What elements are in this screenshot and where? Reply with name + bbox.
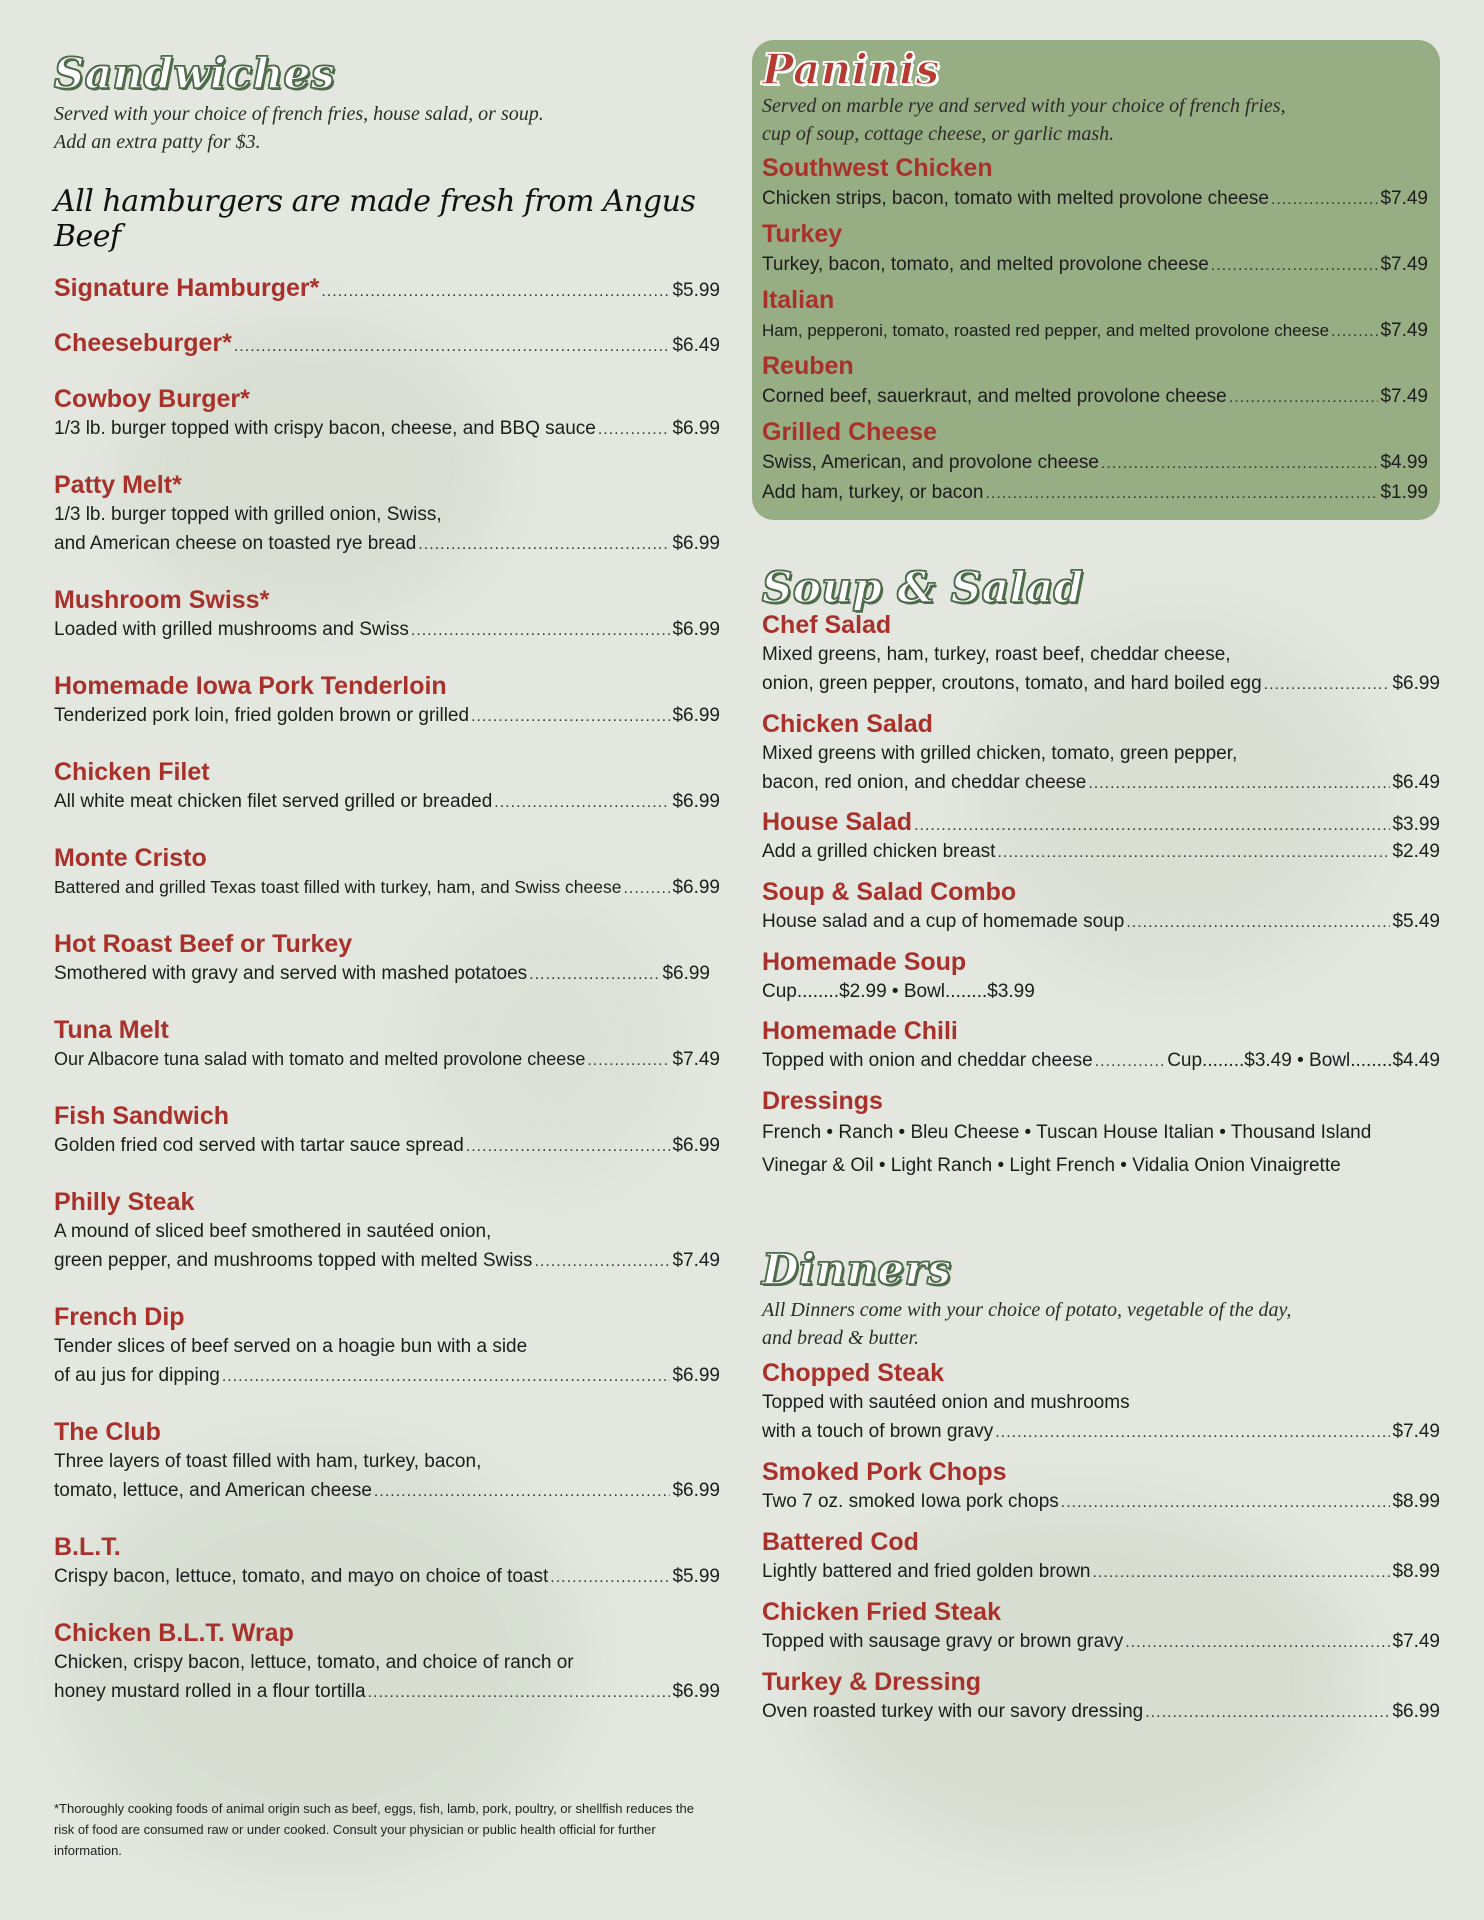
item-price: $6.99 xyxy=(1392,1701,1440,1723)
sandwiches-subtitle: Served with your choice of french fries, house salad, or soup. Add an extra patty for $3. xyxy=(54,103,544,154)
menu-item xyxy=(762,709,1440,798)
item-price: $6.99 xyxy=(672,791,720,813)
dot-leader xyxy=(1093,1557,1391,1587)
item-description: Two 7 oz. smoked Iowa pork chops xyxy=(762,1491,1059,1513)
dressings xyxy=(762,1086,1440,1182)
item-price: $6.49 xyxy=(672,335,720,357)
item-price: $6.99 xyxy=(672,533,720,555)
item-price: $7.49 xyxy=(1380,188,1428,210)
dot-leader xyxy=(1331,316,1378,346)
item-description: Topped with sautéed onion and mushrooms xyxy=(762,1392,1130,1414)
item-price: $1.99 xyxy=(1380,482,1428,504)
menu-item xyxy=(762,1667,1440,1727)
menu-item xyxy=(54,1302,720,1391)
paninis-subtitle: Served on marble rye and served with your choice of french fries, cup of soup, cottage cheese, or garlic mash. xyxy=(762,95,1286,146)
item-description: A mound of sliced beef smothered in sautéed onion, xyxy=(54,1221,492,1243)
dot-leader xyxy=(234,338,671,356)
item-price: $2.49 xyxy=(1392,841,1440,863)
menu-item xyxy=(54,1618,720,1707)
item-name: Philly Steak xyxy=(54,1188,195,1217)
dot-leader xyxy=(494,787,670,817)
item-price: $6.99 xyxy=(672,418,720,440)
menu-item xyxy=(54,1532,720,1592)
dot-leader xyxy=(368,1677,671,1707)
soup-salad-title: Soup & Salad xyxy=(762,563,1084,613)
menu-item xyxy=(54,1187,720,1276)
menu-item xyxy=(54,1417,720,1506)
dot-leader xyxy=(997,837,1390,867)
item-description: with a touch of brown gravy xyxy=(762,1421,994,1443)
item-name: Grilled Cheese xyxy=(762,418,938,447)
item-price: $6.99 xyxy=(672,877,720,899)
item-price: $8.99 xyxy=(1392,1561,1440,1583)
item-description: Mixed greens, ham, turkey, roast beef, cheddar cheese, xyxy=(762,644,1231,666)
dot-leader xyxy=(374,1476,671,1506)
item-name: Monte Cristo xyxy=(54,844,207,873)
item-name: Smoked Pork Chops xyxy=(762,1458,1007,1487)
menu-item xyxy=(762,1527,1440,1587)
item-price: $5.99 xyxy=(672,1566,720,1588)
item-price: $7.49 xyxy=(672,1250,720,1272)
item-price: $4.99 xyxy=(1380,452,1428,474)
item-description: House salad and a cup of homemade soup xyxy=(762,911,1125,933)
item-name: Chicken B.L.T. Wrap xyxy=(54,1619,294,1648)
dot-leader xyxy=(1264,669,1391,699)
menu-item xyxy=(54,929,720,989)
menu-item xyxy=(54,470,720,559)
menu-item xyxy=(54,585,720,645)
item-name: Reuben xyxy=(762,352,854,381)
menu-item xyxy=(762,284,1428,346)
item-price: $6.99 xyxy=(1392,673,1440,695)
item-description: Corned beef, sauerkraut, and melted provolone cheese xyxy=(762,386,1227,408)
dot-leader xyxy=(529,959,660,989)
item-description: Oven roasted turkey with our savory dressing xyxy=(762,1701,1144,1723)
dinners-section xyxy=(752,1245,1440,1727)
item-name: Patty Melt* xyxy=(54,471,182,500)
item-description: Battered and grilled Texas toast filled with turkey, ham, and Swiss cheese xyxy=(54,877,622,898)
dot-leader xyxy=(598,414,671,444)
dot-leader xyxy=(1095,1046,1166,1076)
item-description: Tenderized pork loin, fried golden brown or grilled xyxy=(54,705,470,727)
dot-leader xyxy=(1088,768,1390,798)
dressings-list: French • Ranch • Bleu Cheese • Tuscan House Italian • Thousand Island xyxy=(762,1122,1372,1144)
item-description: honey mustard rolled in a flour tortilla xyxy=(54,1681,366,1703)
dinners-title: Dinners xyxy=(762,1245,952,1295)
menu-item xyxy=(762,350,1428,412)
item-name: House Salad xyxy=(762,808,913,837)
dot-leader xyxy=(995,1417,1390,1447)
menu-item xyxy=(54,329,720,358)
item-description: bacon, red onion, and cheddar cheese xyxy=(762,772,1087,794)
item-price: $7.49 xyxy=(1392,1631,1440,1653)
item-description: Turkey, bacon, tomato, and melted provolone cheese xyxy=(762,254,1209,276)
dot-leader xyxy=(534,1246,670,1276)
menu-item xyxy=(762,947,1440,1006)
soup-salad-section xyxy=(752,563,1440,1182)
item-price: $5.49 xyxy=(1392,911,1440,933)
item-name: Signature Hamburger* xyxy=(54,274,320,303)
item-name: Homemade Iowa Pork Tenderloin xyxy=(54,672,447,701)
item-description: Topped with onion and cheddar cheese xyxy=(762,1050,1093,1072)
sandwiches-section xyxy=(54,49,720,1725)
item-description: Our Albacore tuna salad with tomato and melted provolone cheese xyxy=(54,1049,586,1070)
item-description: of au jus for dipping xyxy=(54,1365,220,1387)
menu-item xyxy=(762,1597,1440,1657)
item-name: Turkey & Dressing xyxy=(762,1668,982,1697)
dot-leader xyxy=(1271,184,1379,214)
dot-leader xyxy=(1211,250,1379,280)
paninis-section xyxy=(752,40,1440,520)
menu-item xyxy=(54,274,720,303)
dot-leader xyxy=(623,873,670,903)
dot-leader xyxy=(321,283,670,301)
item-description: Chicken, crispy bacon, lettuce, tomato, and choice of ranch or xyxy=(54,1652,574,1674)
item-description: Golden fried cod served with tartar sauce spread xyxy=(54,1135,464,1157)
item-name: Italian xyxy=(762,286,835,315)
paninis-title: Paninis xyxy=(762,45,940,94)
item-name: Cowboy Burger* xyxy=(54,385,250,414)
angus-beef-tagline: All hamburgers are made fresh from Angus Beef xyxy=(54,184,696,255)
item-name: Hot Roast Beef or Turkey xyxy=(54,930,353,959)
item-price: $7.49 xyxy=(1380,320,1428,342)
item-price: $7.49 xyxy=(1380,386,1428,408)
dot-leader xyxy=(1126,907,1390,937)
dinners-subtitle: All Dinners come with your choice of potato, vegetable of the day, and bread & butter. xyxy=(762,1299,1292,1350)
menu-item xyxy=(762,416,1428,508)
item-price: $7.49 xyxy=(672,1049,720,1071)
item-description: 1/3 lb. burger topped with grilled onion, Swiss, xyxy=(54,504,442,526)
dot-leader xyxy=(1145,1697,1390,1727)
right-column xyxy=(752,40,1442,1737)
dot-leader xyxy=(466,1131,671,1161)
item-name: Chicken Fried Steak xyxy=(762,1598,1001,1627)
menu-item xyxy=(54,757,720,817)
item-description: Chicken strips, bacon, tomato with melted provolone cheese xyxy=(762,188,1269,210)
item-description: All white meat chicken filet served grilled or breaded xyxy=(54,791,493,813)
item-name: Chef Salad xyxy=(762,611,892,640)
item-description: Three layers of toast filled with ham, turkey, bacon, xyxy=(54,1451,482,1473)
dot-leader xyxy=(1229,382,1379,412)
menu-item xyxy=(762,218,1428,280)
dot-leader xyxy=(1061,1487,1391,1517)
menu-item xyxy=(54,1101,720,1161)
dot-leader xyxy=(222,1361,671,1391)
menu-item xyxy=(54,384,720,444)
item-description: green pepper, and mushrooms topped with melted Swiss xyxy=(54,1250,533,1272)
item-price: $6.99 xyxy=(672,1681,720,1703)
dot-leader xyxy=(914,817,1390,835)
dot-leader xyxy=(550,1562,670,1592)
item-name: Chicken Salad xyxy=(762,710,933,739)
item-price: $3.99 xyxy=(1392,814,1440,836)
item-description: onion, green pepper, croutons, tomato, and hard boiled egg xyxy=(762,673,1262,695)
item-price: $6.99 xyxy=(662,963,710,985)
food-safety-footnote: *Thoroughly cooking foods of animal origin such as beef, eggs, fish, lamb, pork, poultry, or shellfish reduces the risk of food are consumed raw or under cooked. Consult your physician or public health official for further information. xyxy=(54,1801,694,1858)
item-price: $6.99 xyxy=(672,1365,720,1387)
item-name: Chicken Filet xyxy=(54,758,210,787)
item-description: tomato, lettuce, and American cheese xyxy=(54,1480,372,1502)
dressings-list: Vinegar & Oil • Light Ranch • Light French • Vidalia Onion Vinaigrette xyxy=(762,1155,1341,1177)
item-name: Southwest Chicken xyxy=(762,154,993,183)
dot-leader xyxy=(411,615,671,645)
item-price: $6.99 xyxy=(672,705,720,727)
dot-leader xyxy=(1125,1627,1390,1657)
item-name: Dressings xyxy=(762,1087,883,1116)
item-description: and American cheese on toasted rye bread xyxy=(54,533,417,555)
menu-item xyxy=(762,152,1428,214)
item-description: Swiss, American, and provolone cheese xyxy=(762,452,1099,474)
item-name: Battered Cod xyxy=(762,1528,919,1557)
dot-leader xyxy=(1101,448,1379,478)
menu-item xyxy=(762,610,1440,699)
item-description: Tender slices of beef served on a hoagie bun with a side xyxy=(54,1336,528,1358)
menu-item xyxy=(54,1015,720,1075)
item-description: Loaded with grilled mushrooms and Swiss xyxy=(54,619,409,641)
item-name: Homemade Chili xyxy=(762,1017,958,1046)
item-price: $7.49 xyxy=(1392,1421,1440,1443)
item-description: Smothered with gravy and served with mashed potatoes xyxy=(54,963,528,985)
item-price: $6.99 xyxy=(672,1135,720,1157)
item-price: $6.99 xyxy=(672,619,720,641)
dot-leader xyxy=(471,701,670,731)
item-name: Chopped Steak xyxy=(762,1359,944,1388)
menu-item xyxy=(54,671,720,731)
item-addon: Add a grilled chicken breast xyxy=(762,841,996,863)
item-description: Ham, pepperoni, tomato, roasted red pepper, and melted provolone cheese xyxy=(762,321,1330,341)
item-description: Topped with sausage gravy or brown gravy xyxy=(762,1631,1124,1653)
item-name: Mushroom Swiss* xyxy=(54,586,270,615)
sandwiches-title: Sandwiches xyxy=(54,49,336,98)
item-price: Cup........$2.99 • Bowl........$3.99 xyxy=(762,981,1035,1003)
item-price: $7.49 xyxy=(1380,254,1428,276)
item-name: Soup & Salad Combo xyxy=(762,878,1017,907)
item-name: B.L.T. xyxy=(54,1533,121,1562)
menu-item xyxy=(762,808,1440,867)
item-price: $5.99 xyxy=(672,280,720,302)
item-description: 1/3 lb. burger topped with crispy bacon, cheese, and BBQ sauce xyxy=(54,418,596,440)
item-addon: Add ham, turkey, or bacon xyxy=(762,482,984,504)
menu-item xyxy=(762,1016,1440,1076)
item-price: $6.49 xyxy=(1392,772,1440,794)
item-name: Turkey xyxy=(762,220,843,249)
item-name: Tuna Melt xyxy=(54,1016,169,1045)
dot-leader xyxy=(587,1045,670,1075)
item-description: Mixed greens with grilled chicken, tomato, green pepper, xyxy=(762,743,1238,765)
item-price: Cup........$3.49 • Bowl........$4.49 xyxy=(1167,1050,1440,1072)
item-name: Cheeseburger* xyxy=(54,329,232,358)
menu-item xyxy=(54,843,720,903)
dot-leader xyxy=(985,478,1378,508)
item-name: Fish Sandwich xyxy=(54,1102,230,1131)
item-name: French Dip xyxy=(54,1303,185,1332)
item-name: Homemade Soup xyxy=(762,948,967,977)
item-price: $6.99 xyxy=(672,1480,720,1502)
dot-leader xyxy=(418,529,670,559)
item-description: Crispy bacon, lettuce, tomato, and mayo on choice of toast xyxy=(54,1566,549,1588)
menu-item xyxy=(762,1457,1440,1517)
item-name: The Club xyxy=(54,1418,161,1447)
menu-item xyxy=(762,1358,1440,1447)
item-price: $8.99 xyxy=(1392,1491,1440,1513)
menu-item xyxy=(762,877,1440,937)
item-description: Lightly battered and fried golden brown xyxy=(762,1561,1091,1583)
